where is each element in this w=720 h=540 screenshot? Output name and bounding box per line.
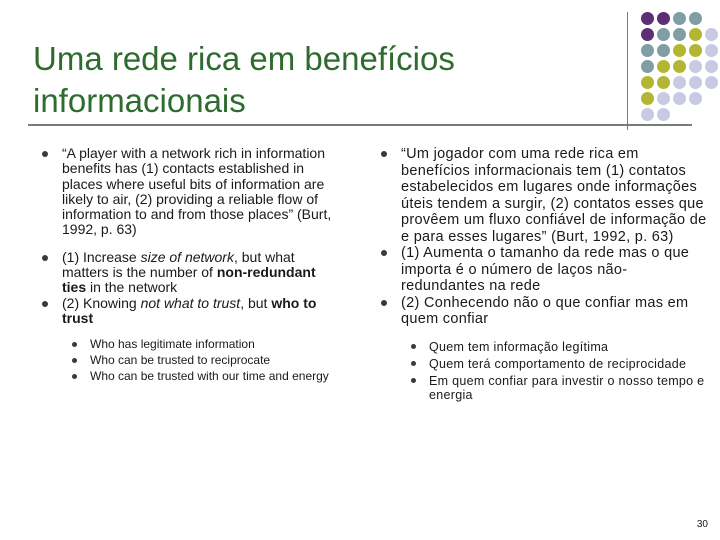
dot [673, 76, 686, 89]
dot [705, 76, 718, 89]
dot [673, 92, 686, 105]
vertical-divider [627, 12, 628, 130]
dot [689, 44, 702, 57]
bullet-who-to-trust [42, 296, 342, 384]
sub-bullets-pt [411, 340, 711, 402]
dot [657, 12, 670, 25]
bullet-size-of-network [42, 250, 342, 296]
sub-bullet: Who can be trusted to reciprocate [72, 354, 342, 367]
dot [705, 44, 718, 57]
bullet-tamanho-rede [381, 245, 711, 295]
sub-bullets-en [72, 338, 342, 383]
sub-bullet: Quem tem informação legítima [411, 340, 711, 354]
slide-title: Uma rede rica em benefícios informacionais [33, 40, 455, 119]
emphasis-text: size of network [140, 248, 234, 265]
sub-bullet: Em quem confiar para investir o nosso tempo e energia [411, 374, 711, 402]
dot [673, 44, 686, 57]
dot [641, 108, 654, 121]
sub-bullet: Who can be trusted with our time and energy [72, 370, 342, 383]
dot [641, 44, 654, 57]
bullet-text: (1) Aumenta o tamanho da rede mas o que importa é o número de laços não-redundantes na rede [401, 245, 690, 294]
dot [641, 12, 654, 25]
dot [641, 92, 654, 105]
bullet-text: “Um jogador com uma rede rica em benefícios informacionais tem (1) contatos estabelecidos em lugares onde informações úteis tendem a surgir, (2) contatos esses que provêem um fluxo confiável de informação de e para esses lugares” (Burt, 1992, p. 63) [401, 146, 707, 245]
bullet-quote-pt [381, 146, 711, 245]
dot [657, 92, 670, 105]
dot [657, 44, 670, 57]
bullet-quote-en [42, 146, 342, 238]
bullet-text-mid: , but [240, 294, 272, 311]
dot [641, 28, 654, 41]
dot [689, 60, 702, 73]
right-column [381, 146, 711, 405]
dot [689, 28, 702, 41]
dot [689, 92, 702, 105]
dot [689, 12, 702, 25]
dot [657, 60, 670, 73]
title-underline [28, 124, 692, 126]
english-bullets [42, 146, 342, 383]
bullet-text-pre: (2) Knowing [62, 294, 141, 311]
bullet-text-mid: , but what matters is the number of [62, 248, 295, 281]
dot [673, 12, 686, 25]
dot [657, 108, 670, 121]
bullet-quem-confiar [381, 295, 711, 402]
dot [641, 76, 654, 89]
bullet-text-pre: (1) Increase [62, 248, 141, 265]
bold-text: non-redundant ties [62, 264, 316, 296]
dot [673, 60, 686, 73]
dot [689, 76, 702, 89]
bullet-text: “A player with a network rich in information benefits has (1) contacts established in places where useful bits of information are likely to air, (2) providing a reliable flow of information to and from those places” (Burt, 1992, p. 63) [62, 145, 332, 238]
portuguese-bullets [381, 146, 711, 402]
dot [673, 28, 686, 41]
page-number: 30 [696, 519, 708, 530]
dot [705, 28, 718, 41]
bullet-text-post: in the network [86, 279, 178, 296]
dot [641, 60, 654, 73]
sub-bullet: Who has legitimate information [72, 338, 342, 351]
sub-bullet: Quem terá comportamento de reciprocidade [411, 357, 711, 371]
bullet-text: (2) Conhecendo não o que confiar mas em quem confiar [401, 294, 689, 327]
bold-text: who to trust [62, 294, 317, 326]
dot [657, 76, 670, 89]
emphasis-text: not what to trust [140, 294, 241, 311]
left-column [42, 146, 342, 386]
dot [705, 60, 718, 73]
dot [657, 28, 670, 41]
